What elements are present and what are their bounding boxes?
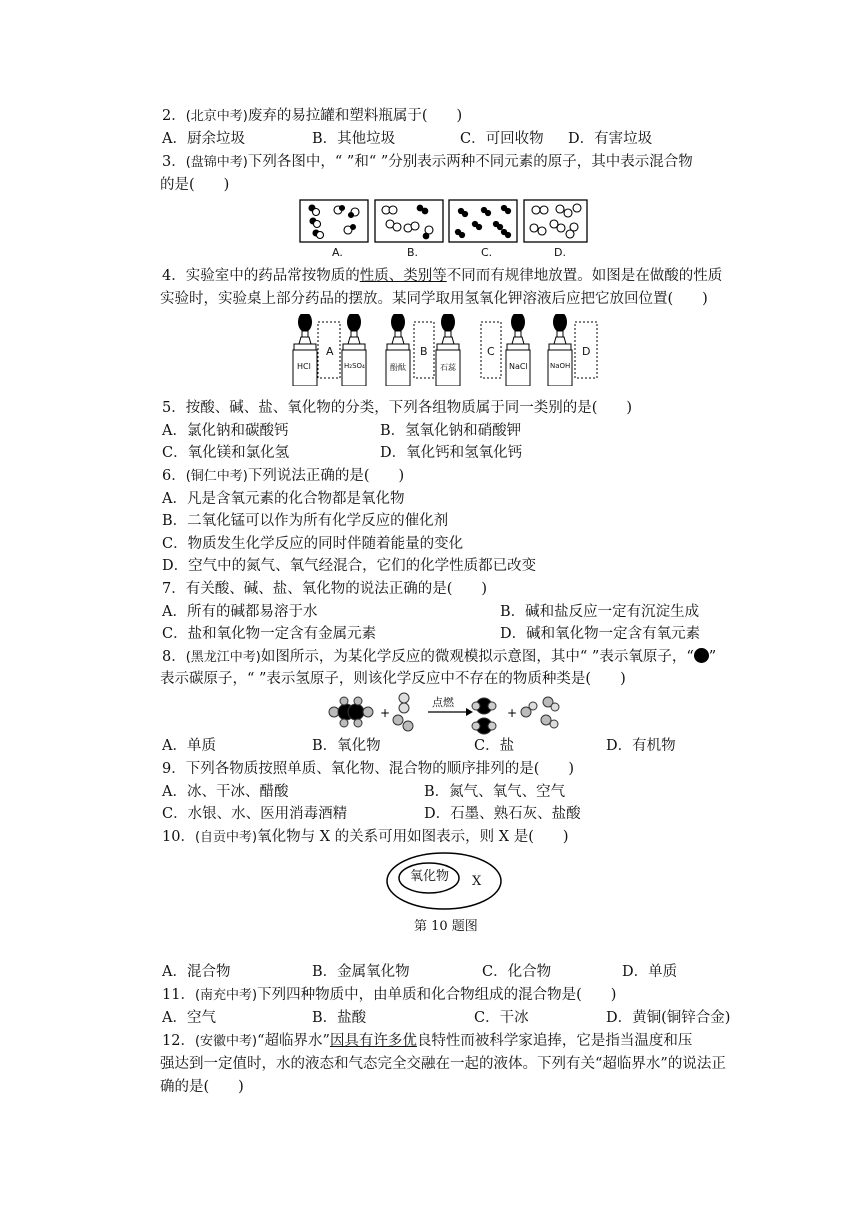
q6-option-b: B．二氧化锰可以作为所有化学反应的催化剂 [162, 513, 449, 529]
q3-label-b: B. [407, 246, 419, 259]
q4-text-cont: 实验时，实验桌上部分药品的摆放。某同学取用氢氧化钾溶液后应把它放回位置( ) [160, 291, 708, 307]
q6-option-c: C．物质发生化学反应的同时伴随着能量的变化 [162, 536, 464, 552]
q3-label-d: D. [554, 246, 566, 259]
q9-option-c: C．水银、水、医用消毒酒精 [162, 806, 348, 822]
reaction-condition: 点燃 [432, 696, 454, 709]
q11-source: (南充中考) [194, 988, 258, 1003]
product-1 [472, 698, 496, 734]
bottle-litmus [436, 314, 460, 386]
bottle-phenolphthalein [386, 314, 410, 386]
q3-label-a: A. [332, 246, 343, 259]
q12-underlined: 因具有许多优 [329, 1033, 417, 1049]
q12-stem [162, 1031, 692, 1052]
bottle-label-nacl: NaCl [509, 362, 528, 371]
q7-stem: 7．有关酸、碱、盐、氧化物的说法正确的是( ) [162, 581, 488, 597]
slot-label-c: C [487, 345, 495, 358]
q10-option-b: B．金属氧化物 [312, 964, 410, 980]
q4-text-b: 不同而有规律地放置。如图是在做酸的性质 [446, 268, 723, 284]
q7-option-a: A．所有的碱都易溶于水 [162, 604, 318, 620]
slot-label-a: A [326, 345, 334, 358]
bottle-naoh [548, 314, 572, 386]
slot-label-b: B [420, 345, 428, 358]
venn-inner-label: 氧化物 [410, 869, 450, 884]
svg-text:+: + [380, 706, 391, 720]
q2-option-b: B．其他垃圾 [312, 131, 396, 147]
product-2 [521, 697, 559, 728]
q4-figure [288, 314, 608, 386]
q9-option-b: B．氮气、氧气、空气 [424, 784, 566, 800]
q2-option-a: A．厨余垃圾 [162, 131, 245, 147]
slot-label-d: D [582, 345, 591, 358]
q9-option-d: D．石墨、熟石灰、盐酸 [424, 806, 581, 822]
q6-number: 6． [162, 468, 186, 484]
q10-source: (自贡中考) [194, 830, 258, 845]
q11-option-b: B．盐酸 [312, 1010, 367, 1026]
q5-option-d: D．氧化钙和氢氧化钙 [380, 445, 523, 461]
q8-option-a: A．单质 [162, 738, 216, 754]
bottle-label-naoh: NaOH [550, 362, 571, 370]
q12-text-b: 良特性而被科学家追捧，它是指当温度和压 [416, 1033, 693, 1049]
q3-source: (盘锦中考) [185, 155, 248, 170]
q6-stem [162, 466, 404, 487]
q10-caption: 第 10 题图 [414, 919, 478, 934]
q8-option-c: C．盐 [474, 738, 515, 754]
q9-option-a: A．冰、干冰、醋酸 [162, 784, 289, 800]
bottle-hcl [293, 314, 317, 386]
q3-molecules-c [455, 205, 510, 237]
q8-option-b: B．氧化物 [312, 738, 381, 754]
q3-molecules-a [309, 205, 359, 239]
q2-option-d: D．有害垃圾 [568, 131, 653, 147]
bottle-label-phenolphthalein: 酚酞 [390, 363, 406, 372]
q11-stem [162, 985, 616, 1006]
q5-option-a: A．氯化钠和碳酸钙 [162, 423, 289, 439]
q3-text: 下列各图中，“ ”和“ ”分别表示两种不同元素的原子，其中表示混合物 [247, 154, 693, 170]
q11-number: 11． [162, 987, 195, 1003]
venn-outer-label: X [472, 874, 482, 889]
svg-text:+: + [507, 706, 518, 720]
q6-option-d: D．空气中的氮气、氧气经混合，它们的化学性质都已改变 [162, 558, 537, 574]
q10-option-a: A．混合物 [162, 964, 231, 980]
q12-number: 12． [162, 1033, 195, 1049]
q12-text-line3: 确的是( ) [160, 1079, 244, 1095]
q11-option-d: D．黄铜(铜锌合金) [606, 1010, 731, 1026]
reactant-1 [329, 697, 373, 727]
q11-option-c: C．干冰 [474, 1010, 529, 1026]
q10-number: 10． [162, 829, 195, 845]
q8-text: 如图所示，为某化学反应的微观模拟示意图，其中“ ”表示氧原子，“ [260, 649, 694, 665]
q8-text-end: ” [708, 649, 717, 665]
q5-stem: 5．按酸、碱、盐、氧化物的分类，下列各组物质属于同一类别的是( ) [162, 400, 633, 416]
q12-text-line2: 强达到一定值时，水的液态和气态完全交融在一起的液体。下列有关“超临界水”的说法正 [160, 1056, 726, 1072]
q10-option-c: C．化合物 [482, 964, 552, 980]
q8-number: 8． [162, 649, 186, 665]
q7-option-b: B．碱和盐反应一定有沉淀生成 [500, 604, 700, 620]
q8-option-d: D．有机物 [606, 738, 676, 754]
q5-option-b: B．氢氧化钠和硝酸钾 [380, 423, 522, 439]
q6-source: (铜仁中考) [185, 469, 248, 484]
q3-molecules-d [530, 204, 581, 238]
bottle-label-litmus: 石蕊 [440, 363, 456, 372]
q11-option-a: A．空气 [162, 1010, 216, 1026]
bottle-label-hcl: HCl [297, 362, 311, 371]
q3-text-cont: 的是( ) [160, 177, 230, 193]
q6-text: 下列说法正确的是( ) [247, 468, 405, 484]
q3-stem [162, 152, 693, 173]
reactant-2 [393, 693, 413, 731]
q2-number: 2． [162, 108, 186, 124]
q3-label-c: C. [481, 246, 493, 259]
carbon-atom-icon [694, 648, 709, 663]
q2-option-c: C．可回收物 [460, 131, 544, 147]
q4-stem [162, 266, 722, 286]
bottle-label-h2so4: H₂SO₄ [344, 362, 365, 370]
q3-molecules-b [382, 205, 433, 239]
q11-text: 下列四种物质中，由单质和化合物组成的混合物是( ) [257, 987, 617, 1003]
q5-option-c: C．氧化镁和氯化氢 [162, 445, 290, 461]
q10-stem [162, 827, 569, 848]
bottle-h2so4 [342, 314, 366, 386]
q4-underlined: 性质、类别等 [359, 268, 447, 284]
q4-text-a: 4．实验室中的药品常按物质的 [162, 268, 360, 284]
q12-source: (安徽中考) [194, 1034, 258, 1049]
q7-option-c: C．盐和氧化物一定含有金属元素 [162, 626, 377, 642]
q9-stem: 9．下列各物质按照单质、氧化物、混合物的顺序排列的是( ) [162, 761, 575, 777]
q3-number: 3． [162, 154, 186, 170]
q6-option-a: A．凡是含氧元素的化合物都是氧化物 [162, 491, 405, 507]
q2-stem [162, 106, 462, 127]
q10-text: 氧化物与 X 的关系可用如图表示，则 X 是( ) [257, 829, 569, 845]
q8-text-cont: 表示碳原子，“ ”表示氢原子，则该化学反应中不存在的物质种类是( ) [160, 671, 626, 687]
bottle-nacl [506, 314, 530, 386]
q7-option-d: D．碱和氧化物一定含有氧元素 [500, 626, 701, 642]
q2-source: (北京中考) [185, 109, 248, 124]
q10-option-d: D．单质 [622, 964, 678, 980]
q2-text: 废弃的易拉罐和塑料瓶属于( ) [247, 108, 463, 124]
q12-text-a: “超临界水” [257, 1033, 330, 1049]
q8-source: (黑龙江中考) [185, 650, 261, 665]
q8-stem [162, 647, 716, 668]
